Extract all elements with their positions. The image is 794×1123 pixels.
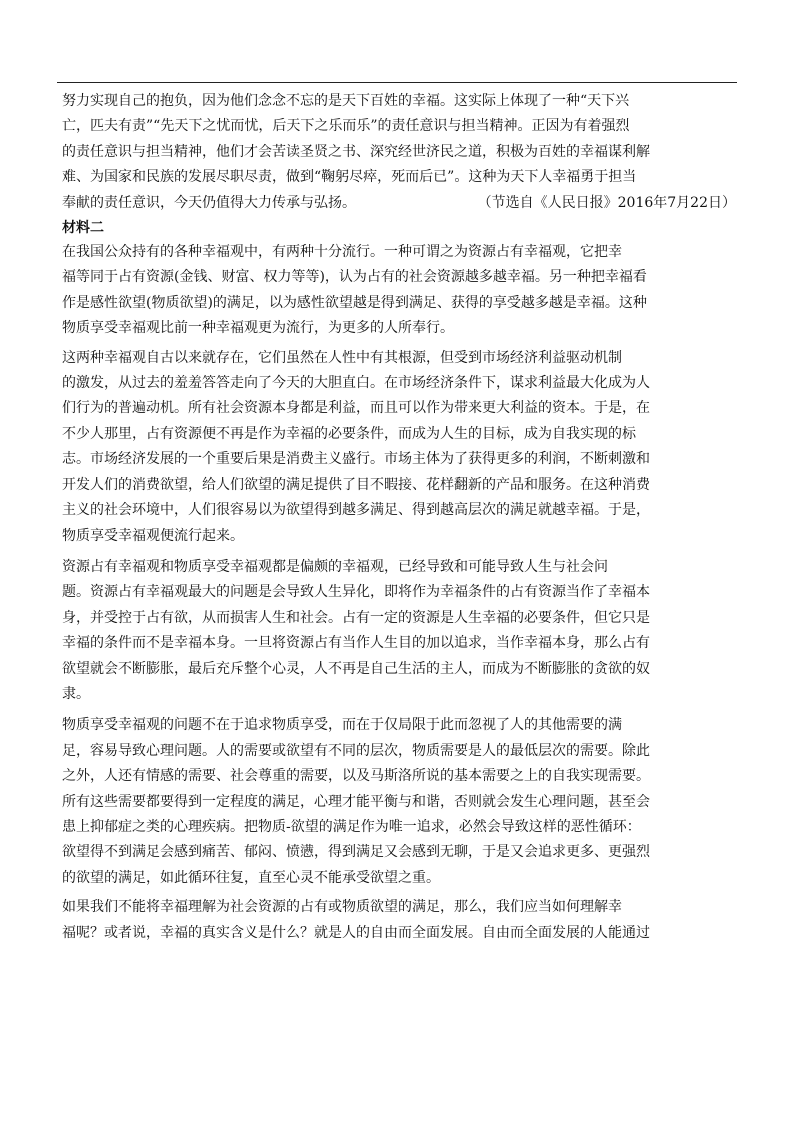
paragraph bbox=[62, 240, 736, 342]
text-line: 奉献的责任意识，今天仍值得大力传承与弘扬。 bbox=[62, 194, 356, 211]
text-line: 这两种幸福观自古以来就存在，它们虽然在人性中有其根源，但受到市场经济利益驱动机制 bbox=[62, 349, 622, 366]
text-line: 足，容易导致心理问题。人的需要或欲望有不同的层次，物质需要是人的最低层次的需要。除此 bbox=[62, 742, 650, 759]
document-body bbox=[62, 89, 736, 946]
text-line: 的欲望的满足，如此循环往复，直至心灵不能承受欲望之重。 bbox=[62, 869, 440, 886]
text-line: 欲望就会不断膨胀，最后充斥整个心灵，人不再是自己生活的主人，而成为不断膨胀的贪欲的奴 bbox=[62, 660, 650, 677]
paragraph bbox=[62, 555, 736, 707]
text-line: 们行为的普遍动机。所有社会资源本身都是利益，而且可以作为带来更大利益的资本。于是，在 bbox=[62, 400, 650, 417]
text-line: 之外，人还有情感的需要、社会尊重的需要，以及马斯洛所说的基本需要之上的自我实现需要。 bbox=[62, 768, 650, 785]
paragraph bbox=[62, 346, 736, 549]
text-line: 所有这些需要都要得到一定程度的满足，心理才能平衡与和谐，否则就会发生心理问题，甚至会 bbox=[62, 793, 650, 810]
text-line: 志。市场经济发展的一个重要后果是消费主义盛行。市场主体为了获得更多的利润，不断刺激和 bbox=[62, 451, 650, 468]
text-line: 如果我们不能将幸福理解为社会资源的占有或物质欲望的满足，那么，我们应当如何理解幸 bbox=[62, 899, 622, 916]
text-line: 的激发，从过去的羞羞答答走向了今天的大胆直白。在市场经济条件下，谋求利益最大化成为人 bbox=[62, 375, 650, 392]
text-line: 亡，匹夫有责”“先天下之忧而忧，后天下之乐而乐”的责任意识与担当精神。正因为有着强烈 bbox=[62, 118, 630, 135]
text-line: 资源占有幸福观和物质享受幸福观都是偏颇的幸福观，已经导致和可能导致人生与社会问 bbox=[62, 558, 608, 575]
text-line: 患上抑郁症之类的心理疾病。把物质-欲望的满足作为唯一追求，必然会导致这样的恶性循环： bbox=[62, 818, 641, 835]
text-line: 开发人们的消费欲望，给人们欲望的满足提供了目不暇接、花样翻新的产品和服务。在这种消费 bbox=[62, 476, 650, 493]
text-line-with-source bbox=[62, 191, 736, 216]
text-line: 物质享受幸福观便流行起来。 bbox=[62, 527, 244, 544]
text-line: 题。资源占有幸福观最大的问题是会导致人生异化，即将作为幸福条件的占有资源当作了幸福本 bbox=[62, 584, 650, 601]
text-line: 作是感性欲望(物质欲望)的满足，以为感性欲望越是得到满足、获得的享受越多越是幸福。这种 bbox=[62, 294, 647, 311]
text-line: 主义的社会环境中，人们很容易以为欲望得到越多满足、得到越高层次的满足就越幸福。于是， bbox=[62, 502, 650, 519]
text-line: 不少人那里，占有资源便不再是作为幸福的必要条件，而成为人生的目标，成为自我实现的标 bbox=[62, 425, 636, 442]
source-citation: （节选自《人民日报》2016年7月22日） bbox=[477, 194, 736, 211]
text-line: 努力实现自己的抱负，因为他们念念不忘的是天下百姓的幸福。这实际上体现了一种“天下兴 bbox=[62, 93, 630, 109]
section-heading: 材料二 bbox=[62, 220, 104, 237]
paragraph bbox=[62, 895, 736, 946]
text-line: 福呢？或者说，幸福的真实含义是什么？就是人的自由而全面发展。自由而全面发展的人能通过 bbox=[62, 924, 650, 941]
text-line: 难、为国家和民族的发展尽职尽责，做到“鞠躬尽瘁，死而后已”。这种为天下人幸福勇于担当 bbox=[62, 169, 637, 186]
header-rule bbox=[57, 82, 737, 83]
text-line: 身，并受控于占有欲，从而损害人生和社会。占有一定的资源是人生幸福的必要条件，但它只是 bbox=[62, 609, 650, 626]
text-line: 物质享受幸福观的问题不在于追求物质享受，而在于仅局限于此而忽视了人的其他需要的满 bbox=[62, 717, 622, 734]
text-line: 在我国公众持有的各种幸福观中，有两种十分流行。一种可谓之为资源占有幸福观，它把幸 bbox=[62, 244, 622, 261]
paragraph bbox=[62, 713, 736, 891]
text-line: 的责任意识与担当精神，他们才会苦读圣贤之书、深究经世济民之道，积极为百姓的幸福谋利解 bbox=[62, 143, 650, 160]
text-line: 物质享受幸福观比前一种幸福观更为流行，为更多的人所奉行。 bbox=[62, 320, 454, 337]
text-line: 欲望得不到满足会感到痛苦、郁闷、愤懑，得到满足又会感到无聊，于是又会追求更多、更强烈 bbox=[62, 844, 650, 861]
continued-paragraph bbox=[62, 89, 736, 216]
text-line: 福等同于占有资源(金钱、财富、权力等等)，认为占有的社会资源越多越幸福。另一种把幸福看 bbox=[62, 269, 647, 286]
text-line: 幸福的条件而不是幸福本身。一旦将资源占有当作人生目的加以追求，当作幸福本身，那么占有 bbox=[62, 635, 650, 652]
text-line: 隶。 bbox=[62, 685, 90, 702]
